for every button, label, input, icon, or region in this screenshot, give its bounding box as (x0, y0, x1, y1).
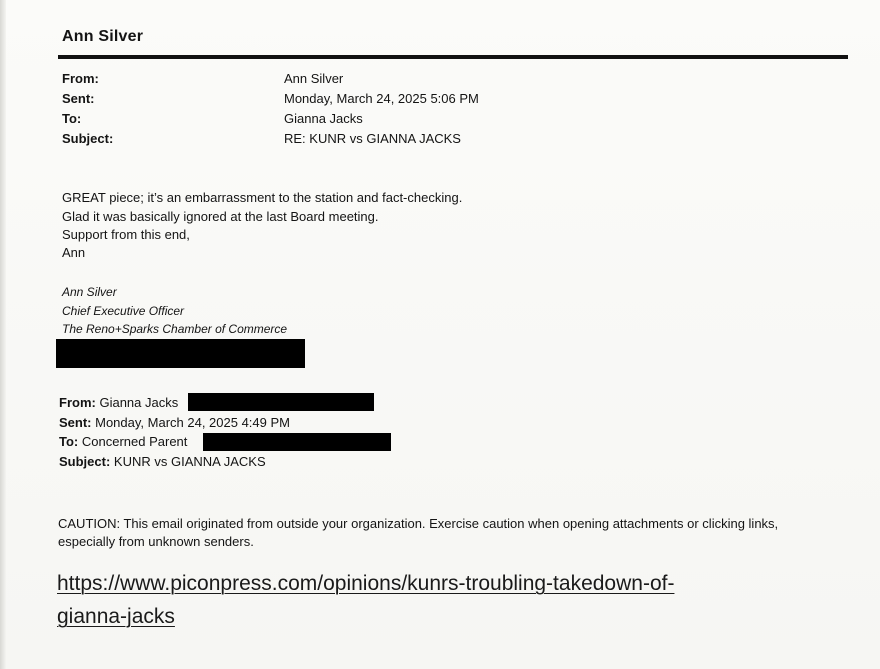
redaction-bar (56, 339, 305, 368)
body-line-1: GREAT piece; it’s an embarrassment to the station and fact-checking. (62, 190, 463, 205)
body-line-2: Glad it was basically ignored at the last Board meeting. (62, 209, 379, 224)
fwd-from-value: Gianna Jacks (99, 395, 179, 410)
fwd-to-label: To: (59, 434, 79, 449)
fwd-to-line (59, 434, 187, 449)
title-divider (58, 55, 848, 59)
to-value: Gianna Jacks (284, 111, 363, 126)
body-line-3: Support from this end, (62, 227, 190, 242)
sender-title: Ann Silver (62, 28, 144, 45)
fwd-to-value: Concerned Parent (81, 434, 188, 449)
body-line-4: Ann (62, 245, 86, 260)
article-link-line-2[interactable]: gianna-jacks (57, 605, 175, 628)
sent-value: Monday, March 24, 2025 5:06 PM (284, 91, 479, 106)
sent-label: Sent: (62, 91, 95, 106)
fwd-sent-value: Monday, March 24, 2025 4:49 PM (95, 415, 290, 430)
from-value: Ann Silver (284, 71, 344, 86)
redaction-bar (203, 433, 391, 451)
fwd-sent-line (59, 415, 290, 430)
fwd-from-line (59, 395, 178, 410)
to-label: To: (62, 111, 82, 126)
signature-name: Ann Silver (62, 285, 117, 299)
fwd-subject-label: Subject: (59, 454, 111, 469)
subject-value: RE: KUNR vs GIANNA JACKS (284, 131, 461, 146)
signature-org: The Reno+Sparks Chamber of Commerce (62, 322, 288, 336)
fwd-subject-value: KUNR vs GIANNA JACKS (113, 454, 266, 469)
fwd-sent-label: Sent: (59, 415, 92, 430)
caution-notice: CAUTION: This email originated from outside your organization. Exercise caution when opening attachments or clicking links, especially from unknown senders. (58, 516, 779, 549)
fwd-subject-line (59, 454, 266, 469)
page-edge (0, 0, 6, 669)
article-link-line-1[interactable]: https://www.piconpress.com/opinions/kunrs-troubling-takedown-of- (57, 572, 675, 595)
fwd-from-label: From: (59, 395, 96, 410)
signature-title: Chief Executive Officer (62, 304, 185, 318)
redaction-bar (188, 393, 374, 411)
from-label: From: (62, 71, 99, 86)
subject-label: Subject: (62, 131, 114, 146)
